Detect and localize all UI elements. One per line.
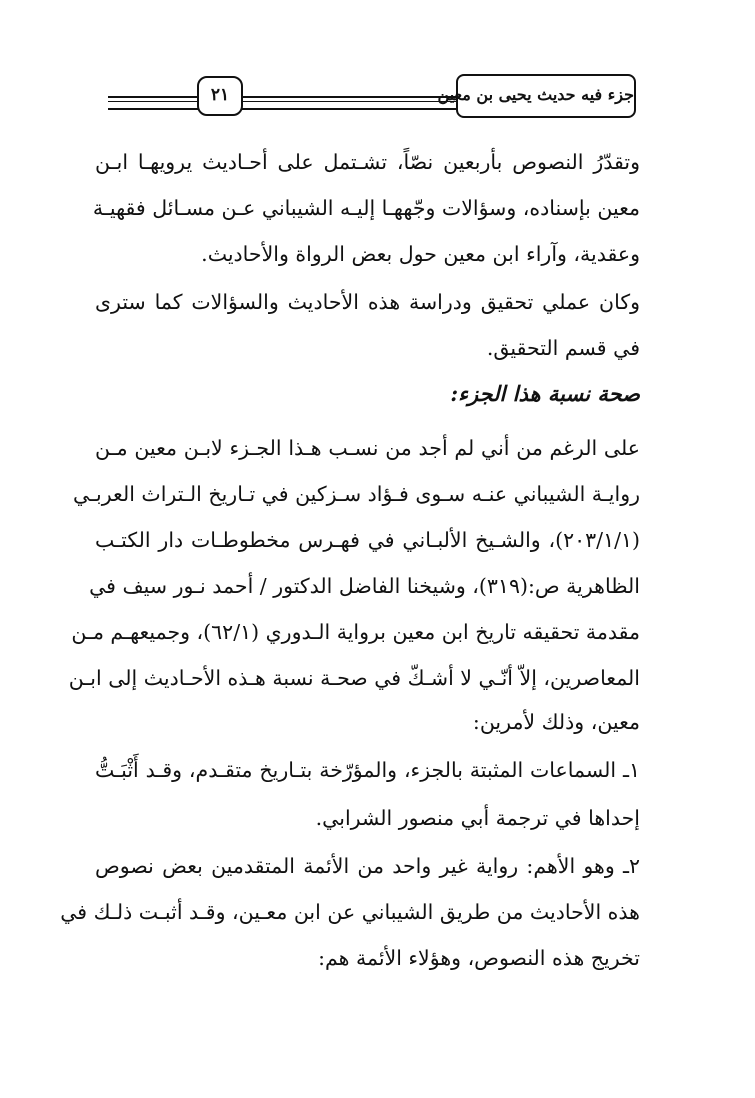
text-line: وتقدّرُ النصوص بأربعين نصّاً، تشـتمل على أحـاديث يرويهـا ابـن — [95, 150, 640, 174]
text-line: في قسم التحقيق. — [486, 336, 640, 360]
text-line: المعاصرين، إلاّ أنّـي لا أشـكّ في صحـة نسبة هـذه الأحـاديث إلى ابـن — [68, 666, 640, 690]
text-line: على الرغم من أني لم أجد من نسـب هـذا الجـزء لابـن معين مـن — [95, 436, 640, 460]
text-line: روايـة الشيباني عنـه سـوى فـؤاد سـزكين في تـاريخ الـتراث العربـي — [72, 482, 640, 506]
text-line: وعقدية، وآراء ابن معين حول بعض الرواة والأحاديث. — [201, 242, 640, 266]
text-line: ١ـ السماعات المثبتة بالجزء، والمؤرّخة بتـاريخ متقـدم، وقـد أَثْبَـتُّ — [95, 758, 640, 782]
text-line: الظاهرية ص:(٣١٩)، وشيخنا الفاضل الدكتور / أحمد نـور سيف في — [89, 574, 640, 598]
text-line: تخريج هذه النصوص، وهؤلاء الأئمة هم: — [318, 946, 640, 970]
page-number: ٢١ — [197, 76, 243, 116]
text-line: إحداها في ترجمة أبي منصور الشرابي. — [315, 806, 640, 830]
running-title: جزء فيه حديث يحيى بن معين — [456, 74, 636, 118]
text-line: معين، وذلك لأمرين: — [472, 710, 640, 734]
text-line: ٢ـ وهو الأهم: رواية غير واحد من الأئمة المتقدمين بعض نصوص — [95, 854, 640, 878]
text-line: (٢٠٣/١/١)، والشـيخ الألبـاني في فهـرس مخطوطـات دار الكتـب — [95, 528, 640, 552]
section-heading: صحة نسبة هذا الجزء: — [450, 381, 640, 406]
text-line: معين بإسناده، وسؤالات وجّههـا إليـه الشيباني عـن مسـائل فقهيـة — [92, 196, 640, 220]
text-line: هذه الأحاديث من طريق الشيباني عن ابن معـين، وقـد أثبـت ذلـك في — [60, 900, 640, 924]
text-line: وكان عملي تحقيق ودراسة هذه الأحاديث والسؤالات كما سترى — [95, 290, 640, 314]
text-line: مقدمة تحقيقه تاريخ ابن معين برواية الـدوري (٦٢/١)، وجميعهـم مـن — [71, 620, 640, 644]
